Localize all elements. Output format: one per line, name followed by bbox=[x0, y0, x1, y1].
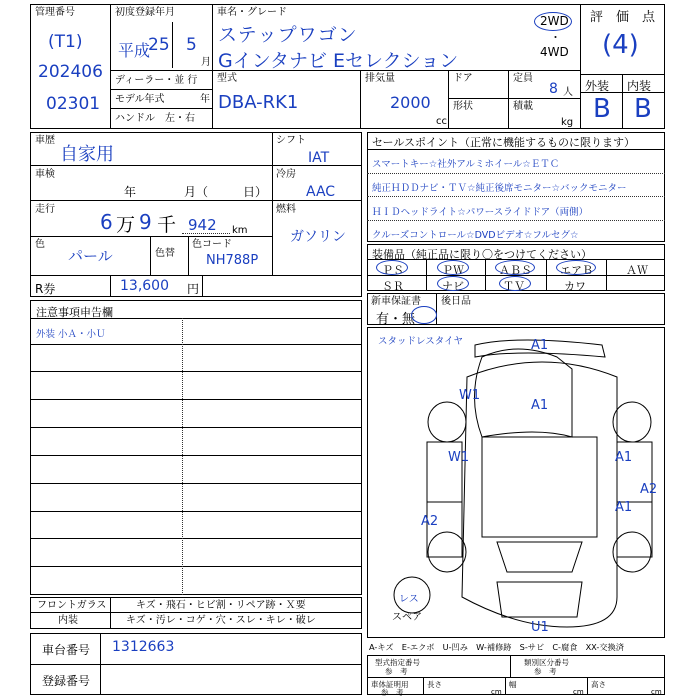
drive-sep: ・ bbox=[550, 31, 561, 44]
color-change-label: 色替 bbox=[155, 248, 175, 259]
mileage-sen: 9 bbox=[139, 210, 152, 234]
shift-value: IAT bbox=[308, 150, 330, 166]
doors-label: ドア bbox=[453, 73, 473, 84]
color-label: 色 bbox=[35, 239, 45, 250]
circle-abs bbox=[495, 260, 535, 275]
equip-pw: ＰＷ bbox=[442, 264, 464, 277]
sales-line-2: 純正ＨＤＤナビ・ＴＶ☆純正後席モニター☆バックモニター bbox=[372, 183, 627, 194]
equip-abs: ＡＢＳ bbox=[499, 264, 532, 277]
spec-height: 高さ bbox=[591, 680, 606, 689]
warranty-value: 有・無 bbox=[376, 312, 416, 327]
model-type-label: 型式 bbox=[217, 73, 237, 84]
circle-tv bbox=[499, 276, 531, 291]
displacement-label: 排気量 bbox=[365, 73, 395, 84]
spec-type-ref: 参 考 bbox=[385, 667, 408, 676]
spec-length: 長さ bbox=[427, 680, 442, 689]
spare-label: スペア bbox=[392, 612, 422, 623]
mileage-label: 走行 bbox=[35, 204, 55, 215]
tire-note: スタッドレスタイヤ bbox=[378, 336, 464, 347]
damage-mark-u1: U1 bbox=[531, 620, 549, 635]
damage-mark-a2-right: A2 bbox=[640, 482, 658, 497]
model-year-unit: 年 bbox=[200, 94, 210, 105]
damage-mark-a1-roof: A1 bbox=[531, 398, 549, 413]
mileage-man-unit: 万 bbox=[116, 214, 136, 236]
spec-width: 幅 bbox=[509, 680, 517, 689]
mileage-sen-unit: 千 bbox=[157, 214, 177, 236]
displacement-unit: cc bbox=[436, 116, 447, 127]
exterior-grade: B bbox=[593, 94, 611, 124]
shift-label: シフト bbox=[276, 135, 306, 146]
color-code: NH788P bbox=[206, 253, 259, 268]
drive-2wd: 2WD bbox=[540, 14, 569, 28]
recycle-unit: 円 bbox=[187, 282, 200, 296]
spec-length-unit: cm bbox=[491, 688, 502, 696]
recycle-value: 13,600 bbox=[120, 278, 169, 294]
fuel-value: ガソリン bbox=[290, 229, 346, 245]
interior-grade: B bbox=[634, 94, 652, 124]
interior-cond-value: キズ・汚レ・コゲ・穴・スレ・キレ・破レ bbox=[126, 615, 316, 626]
spec-size-ref: 参 考 bbox=[381, 688, 404, 697]
interior-label: 内装 bbox=[627, 79, 652, 93]
warranty-label: 新車保証書 bbox=[371, 296, 421, 307]
vehicle-use-label: 車歴 bbox=[35, 135, 55, 146]
spec-height-unit: cm bbox=[651, 688, 662, 696]
interior-cond-label: 内装 bbox=[58, 615, 78, 626]
car-name: ステップワゴン bbox=[218, 24, 358, 46]
inspection-day-unit: 日） bbox=[243, 185, 268, 199]
management-code3: 02301 bbox=[46, 94, 101, 114]
circle-airbag bbox=[556, 260, 596, 275]
spare-mark: レス bbox=[399, 594, 419, 605]
sales-points-title: セールスポイント（正常に機能するものに限ります） bbox=[372, 136, 636, 149]
rating-score: (4) bbox=[602, 30, 639, 60]
dealer-label: ディーラー・並 行 bbox=[115, 75, 198, 86]
mileage-rest: 942 bbox=[188, 216, 217, 234]
capacity-value: 8 bbox=[549, 81, 558, 97]
aircon-label: 冷房 bbox=[276, 169, 296, 180]
handle-label: ハンドル 左・右 bbox=[115, 113, 195, 124]
notes-line-1: 外装 小Ａ・小Ｕ bbox=[36, 329, 106, 340]
mileage-man: 6 bbox=[100, 210, 113, 234]
displacement-value: 2000 bbox=[390, 93, 431, 112]
first-reg-year: 25 bbox=[148, 35, 170, 55]
damage-mark-a1-right-rear: A1 bbox=[615, 500, 633, 515]
sales-line-4: クルーズコントロール☆DVDビデオ☆フルセグ☆ bbox=[372, 230, 579, 241]
circle-ps bbox=[376, 260, 408, 275]
circle-none bbox=[411, 306, 437, 324]
drive-4wd: 4WD bbox=[540, 45, 569, 59]
circle-navi bbox=[437, 276, 469, 291]
management-code2: 202406 bbox=[38, 62, 103, 82]
load-label: 積載 bbox=[513, 101, 533, 112]
management-label: 管理番号 bbox=[35, 7, 75, 18]
model-year-label: モデル年式 bbox=[115, 94, 165, 105]
equip-airbag: エアＢ bbox=[560, 264, 593, 277]
windshield-label: フロントガラス bbox=[37, 600, 107, 611]
inspection-year-unit: 年 bbox=[124, 185, 137, 199]
chassis-value: 1312663 bbox=[112, 639, 175, 655]
vehicle-use: 自家用 bbox=[60, 144, 114, 165]
color-value: パール bbox=[68, 247, 113, 265]
damage-mark-a1-top: A1 bbox=[531, 338, 549, 353]
damage-legend: A-キズ E-エクボ U-凹み W-補修跡 S-サビ C-腐食 XX-交換済 bbox=[369, 642, 624, 652]
sales-line-1: スマートキー☆社外アルミホイール☆ＥＴＣ bbox=[372, 159, 560, 170]
spec-size-label: 車体証明用 bbox=[371, 680, 409, 689]
car-name-label: 車名・グレード bbox=[217, 7, 287, 18]
spec-class-ref: 参 考 bbox=[534, 667, 557, 676]
reg-number-label: 登録番号 bbox=[42, 674, 91, 688]
first-reg-era: 平成 bbox=[118, 41, 151, 60]
capacity-label: 定員 bbox=[513, 73, 533, 84]
rating-label: 評 価 点 bbox=[590, 10, 656, 25]
spec-width-unit: cm bbox=[573, 688, 584, 696]
recycle-label: R券 bbox=[35, 282, 56, 296]
aircon-value: AAC bbox=[306, 184, 336, 200]
load-unit: kg bbox=[561, 117, 574, 128]
damage-mark-w1-front: W1 bbox=[459, 388, 481, 403]
first-reg-month-unit: 月 bbox=[201, 57, 211, 68]
body-shape-label: 形状 bbox=[453, 101, 473, 112]
equip-leather: カワ bbox=[564, 280, 586, 293]
first-reg-month: 5 bbox=[186, 35, 197, 55]
capacity-unit: 人 bbox=[563, 87, 573, 98]
color-code-label: 色コード bbox=[192, 239, 232, 250]
damage-mark-w1-left: W1 bbox=[448, 450, 470, 465]
model-type: DBA-RK1 bbox=[218, 92, 299, 113]
circle-pw bbox=[437, 260, 469, 275]
mileage-unit: km bbox=[232, 225, 248, 236]
spec-class-label: 類別区分番号 bbox=[524, 658, 569, 667]
notes-label: 注意事項申告欄 bbox=[36, 306, 113, 319]
fuel-label: 燃料 bbox=[276, 204, 296, 215]
car-grade: Gインタナビ Eセレクション bbox=[218, 50, 459, 72]
first-reg-label: 初度登録年月 bbox=[115, 7, 175, 18]
inspection-month-unit: 月（ bbox=[184, 185, 209, 199]
equipment-title: 装備品（純正品に限り〇をつけてください） bbox=[372, 248, 592, 261]
equip-ps: ＰＳ bbox=[382, 264, 404, 277]
windshield-value: キズ・飛石・ヒビ割・リペア跡・Ｘ要 bbox=[136, 600, 306, 611]
damage-mark-a1-right: A1 bbox=[615, 450, 633, 465]
management-code1: (T1) bbox=[48, 32, 83, 52]
manual-label: 後日品 bbox=[441, 296, 471, 307]
equip-sr: ＳＲ bbox=[382, 280, 404, 293]
sales-line-3: ＨＩＤヘッドライト☆パワースライドドア（両側） bbox=[372, 207, 589, 218]
equip-aw: ＡＷ bbox=[626, 264, 648, 277]
chassis-label: 車台番号 bbox=[42, 643, 91, 657]
exterior-label: 外装 bbox=[585, 79, 610, 93]
inspection-label: 車検 bbox=[35, 169, 55, 180]
spec-type-label: 型式指定番号 bbox=[375, 658, 420, 667]
equip-navi: ナビ bbox=[442, 280, 464, 293]
damage-mark-a2-left: A2 bbox=[421, 514, 439, 529]
equip-tv: ＴＶ bbox=[503, 280, 525, 293]
